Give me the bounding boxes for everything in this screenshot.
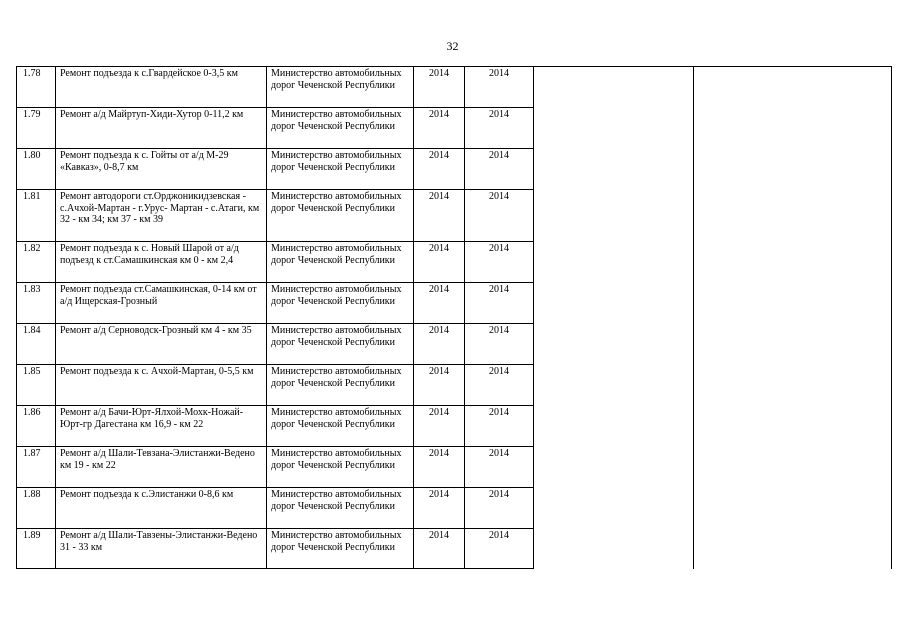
- responsible-org: Министерство автомобильных дорог Чеченской Республики: [267, 324, 414, 365]
- end-year: 2014: [465, 108, 534, 149]
- row-number: 1.80: [17, 149, 56, 190]
- responsible-org: Министерство автомобильных дорог Чеченской Республики: [267, 447, 414, 488]
- activity-name: Ремонт а/д Шали-Тевзана-Элистанжи-Ведено км 19 - км 22: [56, 447, 267, 488]
- activity-name: Ремонт подъезда к с.Гвардейское 0-3,5 км: [56, 67, 267, 108]
- empty-column: [534, 67, 694, 569]
- row-number: 1.78: [17, 67, 56, 108]
- start-year: 2014: [414, 108, 465, 149]
- table-row: [17, 67, 892, 108]
- row-number: 1.87: [17, 447, 56, 488]
- responsible-org: Министерство автомобильных дорог Чеченской Республики: [267, 149, 414, 190]
- row-number: 1.84: [17, 324, 56, 365]
- responsible-org: Министерство автомобильных дорог Чеченской Республики: [267, 365, 414, 406]
- end-year: 2014: [465, 283, 534, 324]
- end-year: 2014: [465, 406, 534, 447]
- start-year: 2014: [414, 283, 465, 324]
- end-year: 2014: [465, 149, 534, 190]
- row-number: 1.81: [17, 190, 56, 242]
- page-number: 32: [446, 39, 459, 53]
- row-number: 1.88: [17, 488, 56, 529]
- start-year: 2014: [414, 242, 465, 283]
- start-year: 2014: [414, 529, 465, 569]
- activity-name: Ремонт подъезда к с. Гойты от а/д М-29 «Кавказ», 0-8,7 км: [56, 149, 267, 190]
- row-number: 1.83: [17, 283, 56, 324]
- end-year: 2014: [465, 529, 534, 569]
- end-year: 2014: [465, 365, 534, 406]
- start-year: 2014: [414, 67, 465, 108]
- responsible-org: Министерство автомобильных дорог Чеченской Республики: [267, 406, 414, 447]
- end-year: 2014: [465, 242, 534, 283]
- program-table: [16, 66, 892, 569]
- activity-name: Ремонт подъезда к с.Элистанжи 0-8,6 км: [56, 488, 267, 529]
- row-number: 1.82: [17, 242, 56, 283]
- end-year: 2014: [465, 488, 534, 529]
- start-year: 2014: [414, 324, 465, 365]
- start-year: 2014: [414, 190, 465, 242]
- row-number: 1.79: [17, 108, 56, 149]
- responsible-org: Министерство автомобильных дорог Чеченской Республики: [267, 488, 414, 529]
- activity-name: Ремонт подъезда ст.Самашкинская, 0-14 км от а/д Ищерская-Грозный: [56, 283, 267, 324]
- activity-name: Ремонт а/д Майртуп-Хиди-Хутор 0-11,2 км: [56, 108, 267, 149]
- row-number: 1.85: [17, 365, 56, 406]
- start-year: 2014: [414, 488, 465, 529]
- end-year: 2014: [465, 67, 534, 108]
- start-year: 2014: [414, 149, 465, 190]
- row-number: 1.86: [17, 406, 56, 447]
- activity-name: Ремонт а/д Шали-Тавзены-Элистанжи-Ведено 31 - 33 км: [56, 529, 267, 569]
- responsible-org: Министерство автомобильных дорог Чеченской Республики: [267, 529, 414, 569]
- activity-name: Ремонт автодороги ст.Орджоникидзевская - с.Ачхой-Мартан - г.Урус- Мартан - с.Атаги, км 32 - км 34; км 37 - км 39: [56, 190, 267, 242]
- empty-column: [694, 67, 892, 569]
- end-year: 2014: [465, 447, 534, 488]
- start-year: 2014: [414, 406, 465, 447]
- start-year: 2014: [414, 365, 465, 406]
- activity-name: Ремонт подъезда к с. Новый Шарой от а/д подъезд к ст.Самашкинская км 0 - км 2,4: [56, 242, 267, 283]
- end-year: 2014: [465, 190, 534, 242]
- responsible-org: Министерство автомобильных дорог Чеченской Республики: [267, 283, 414, 324]
- responsible-org: Министерство автомобильных дорог Чеченской Республики: [267, 67, 414, 108]
- end-year: 2014: [465, 324, 534, 365]
- responsible-org: Министерство автомобильных дорог Чеченской Республики: [267, 190, 414, 242]
- activity-name: Ремонт а/д Бачи-Юрт-Ялхой-Мохк-Ножай-Юрт-гр Дагестана км 16,9 - км 22: [56, 406, 267, 447]
- row-number: 1.89: [17, 529, 56, 569]
- start-year: 2014: [414, 447, 465, 488]
- activity-name: Ремонт подъезда к с. Ачхой-Мартан, 0-5,5 км: [56, 365, 267, 406]
- responsible-org: Министерство автомобильных дорог Чеченской Республики: [267, 108, 414, 149]
- activity-name: Ремонт а/д Серноводск-Грозный км 4 - км 35: [56, 324, 267, 365]
- responsible-org: Министерство автомобильных дорог Чеченской Республики: [267, 242, 414, 283]
